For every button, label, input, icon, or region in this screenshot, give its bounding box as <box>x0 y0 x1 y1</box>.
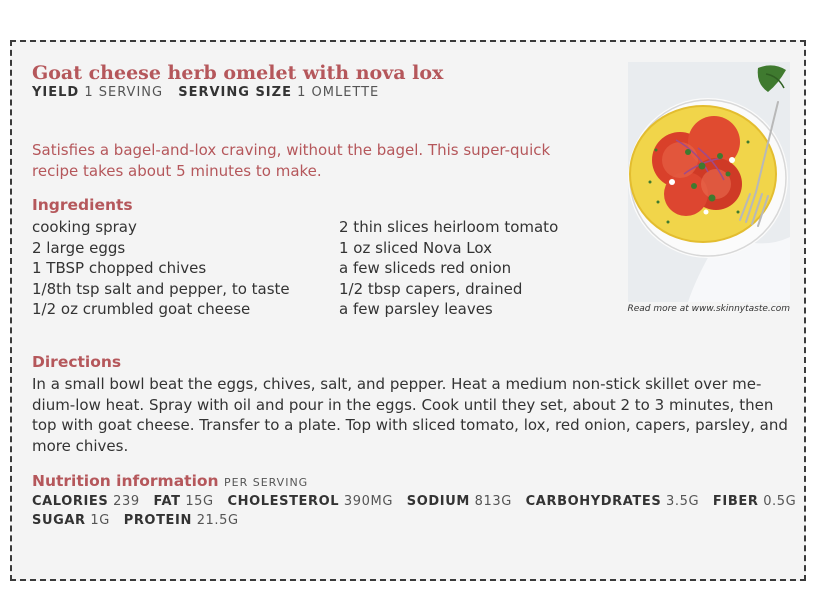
ingredient-item: 1/8th tsp salt and pepper, to taste <box>32 279 290 298</box>
ingredient-item: 1/2 oz crumbled goat cheese <box>32 300 251 318</box>
cholesterol-label: CHOLESTEROL <box>227 494 340 509</box>
ingredient-item: a few sliceds red onion <box>339 259 512 277</box>
fiber-value: 0.5G <box>763 494 797 509</box>
directions-text: In a small bowl beat the eggs, chives, salt, and pepper. Heat a medium non-stick skillet over me-dium-low heat. Spray with oil and pour in the eggs. Cook until they set, about 2 to 3 minutes, then top with goat cheese. Transfer to a plate. Top with sliced tomato, lox, red onion, capers, parsley, and more chives. <box>32 375 788 455</box>
ingredient-item: 1 TBSP chopped chives <box>32 259 207 277</box>
recipe-intro: Satisfies a bagel-and-lox craving, without the bagel. This super-quick recipe takes about 5 minutes to make. <box>32 141 551 180</box>
fat-label: FAT <box>153 494 181 509</box>
ingredient-item: 1/2 tbsp capers, drained <box>339 279 523 298</box>
sodium-value: 813G <box>474 494 512 509</box>
sugar-value: 1G <box>90 513 110 528</box>
omelet-photo <box>628 62 790 302</box>
ingredient-item: 2 large eggs <box>32 238 126 257</box>
ingredient-item: 2 thin slices heirloom tomato <box>339 218 559 236</box>
ingredients-column-2 <box>339 217 558 320</box>
cholesterol-value: 390MG <box>343 494 394 509</box>
yield-value: 1 SERVING <box>84 85 164 100</box>
recipe-card <box>10 40 806 581</box>
fat-value: 15G <box>185 494 214 509</box>
recipe-title: Goat cheese herb omelet with nova lox <box>32 62 444 84</box>
sugar-label: SUGAR <box>32 513 86 528</box>
nutrition-subheading: PER SERVING <box>223 476 309 489</box>
nutrition-line-1 <box>32 494 796 509</box>
calories-value: 239 <box>113 494 140 509</box>
recipe-meta <box>32 85 379 100</box>
serving-size-value: 1 OMLETTE <box>297 85 380 100</box>
nutrition-line-2 <box>32 513 239 528</box>
directions-heading: Directions <box>32 353 122 371</box>
ingredients-column-1 <box>32 217 290 320</box>
ingredient-item: 1 oz sliced Nova Lox <box>339 238 492 257</box>
protein-value: 21.5G <box>196 513 239 528</box>
fiber-label: FIBER <box>712 494 759 509</box>
ingredient-item: cooking spray <box>32 218 137 236</box>
yield-label: YIELD <box>32 85 80 100</box>
carbohydrates-label: CARBOHYDRATES <box>525 494 662 509</box>
protein-label: PROTEIN <box>123 513 192 528</box>
calories-label: CALORIES <box>32 494 109 509</box>
nutrition-heading <box>32 472 308 490</box>
carbohydrates-value: 3.5G <box>666 494 700 509</box>
serving-size-label: SERVING SIZE <box>178 85 292 100</box>
nutrition-heading-text: Nutrition information <box>32 472 219 490</box>
photo-credit: Read more at www.skinnytaste.com <box>627 304 790 314</box>
ingredient-item: a few parsley leaves <box>339 300 493 318</box>
ingredients-heading: Ingredients <box>32 196 133 214</box>
sodium-label: SODIUM <box>406 494 470 509</box>
